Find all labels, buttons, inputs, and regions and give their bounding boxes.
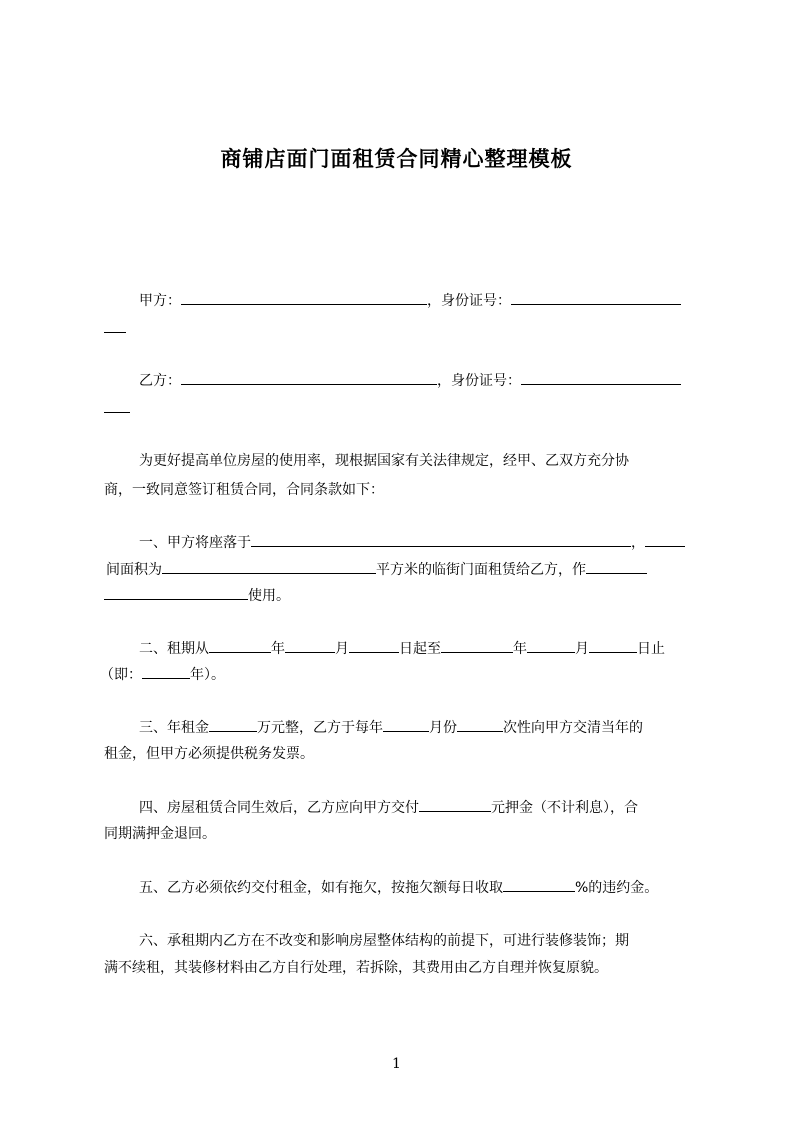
clause-2-text-a: 二、租期从 (139, 641, 209, 657)
clause-3-text-a: 三、年租金 (139, 720, 209, 736)
party-b-id-blank[interactable] (521, 370, 681, 385)
clause-6-line-2: 满不续租，其装修材料由乙方自行处理，若拆除，其费用由乙方自理并恢复原貌。 (104, 960, 608, 976)
clause-4-text-b: 元押金（不计利息），合 (491, 800, 638, 816)
clause-1-line-1 (139, 532, 685, 553)
clause-4-line-1 (139, 797, 638, 818)
clause-5-text-a: 五、乙方必须依约交付租金，如有拖欠，按拖欠额每日收取 (139, 880, 503, 896)
clause-2-text-b: 年 (271, 641, 285, 657)
clause-3-line-2: 租金，但甲方必须提供税务发票。 (104, 746, 314, 762)
party-b-label: 乙方： (139, 373, 181, 389)
clause-2-text-c: 月 (335, 641, 349, 657)
party-a-id-blank-cont[interactable] (104, 318, 126, 333)
clause-5-penalty-blank[interactable] (503, 877, 575, 892)
clause-1-location-blank[interactable] (251, 532, 631, 547)
clause-2-line-1 (139, 638, 665, 659)
clause-2-start-year-blank[interactable] (209, 638, 271, 653)
clause-1-line-3 (104, 585, 290, 606)
clause-2-line-2 (100, 664, 225, 685)
clause-1-text-c: 间面积为 (106, 562, 162, 578)
party-a-id-label: ，身份证号： (427, 293, 511, 309)
clause-1-text-e: 使用。 (248, 588, 290, 604)
clause-3-times-blank[interactable] (457, 717, 503, 732)
party-b-line (139, 370, 681, 391)
clause-6-line-1: 六、承租期内乙方在不改变和影响房屋整体结构的前提下，可进行装修装饰；期 (139, 933, 629, 949)
clause-2-years-blank[interactable] (142, 664, 190, 679)
clause-2-text-e: 年 (513, 641, 527, 657)
intro-line-1: 为更好提高单位房屋的使用率，现根据国家有关法律规定，经甲、乙双方充分协 (139, 453, 629, 469)
clause-1-line-2 (106, 559, 647, 580)
party-a-label: 甲方： (139, 293, 181, 309)
clause-4-deposit-blank[interactable] (419, 797, 491, 812)
party-b-id-label: ，身份证号： (437, 373, 521, 389)
clause-4-line-2: 同期满押金退回。 (104, 826, 216, 842)
page-number: 1 (392, 1056, 401, 1072)
party-b-line-cont (104, 398, 130, 419)
clause-2-end-day-blank[interactable] (589, 638, 637, 653)
clause-1-text-b: ， (631, 535, 645, 551)
intro-line-2: 商，一致同意签订租赁合同，合同条款如下： (104, 482, 384, 498)
clause-1-use-blank[interactable] (586, 559, 647, 574)
clause-4-text-a: 四、房屋租赁合同生效后，乙方应向甲方交付 (139, 800, 419, 816)
clause-3-line-1 (139, 717, 643, 738)
clause-2-end-year-blank[interactable] (441, 638, 513, 653)
clause-1-text-d: 平方米的临街门面租赁给乙方，作 (376, 562, 586, 578)
clause-1-use-blank-cont[interactable] (104, 585, 248, 600)
clause-2-start-month-blank[interactable] (285, 638, 335, 653)
party-a-name-blank[interactable] (181, 290, 427, 305)
clause-2-text-d: 日起至 (399, 641, 441, 657)
clause-1-rooms-blank[interactable] (645, 532, 685, 547)
clause-1-area-blank[interactable] (162, 559, 376, 574)
clause-1-text-a: 一、甲方将座落于 (139, 535, 251, 551)
document-title: 商铺店面门面租赁合同精心整理模板 (220, 147, 573, 171)
party-b-name-blank[interactable] (181, 370, 437, 385)
clause-2-text-h: （即： (100, 667, 142, 683)
clause-3-text-c: 月份 (429, 720, 457, 736)
party-a-id-blank[interactable] (511, 290, 681, 305)
party-a-line (139, 290, 681, 311)
clause-3-rent-blank[interactable] (209, 717, 257, 732)
clause-2-text-i: 年）。 (190, 667, 225, 683)
clause-2-text-g: 日止 (637, 641, 665, 657)
party-b-id-blank-cont[interactable] (104, 398, 130, 413)
clause-2-end-month-blank[interactable] (527, 638, 575, 653)
clause-2-text-f: 月 (575, 641, 589, 657)
clause-3-text-b: 万元整，乙方于每年 (257, 720, 383, 736)
clause-5-text-b: %的违约金。 (575, 880, 659, 896)
clause-3-text-d: 次性向甲方交清当年的 (503, 720, 643, 736)
clause-3-month-blank[interactable] (383, 717, 429, 732)
clause-2-start-day-blank[interactable] (349, 638, 399, 653)
party-a-line-cont (104, 318, 126, 339)
clause-5-line-1 (139, 877, 658, 898)
